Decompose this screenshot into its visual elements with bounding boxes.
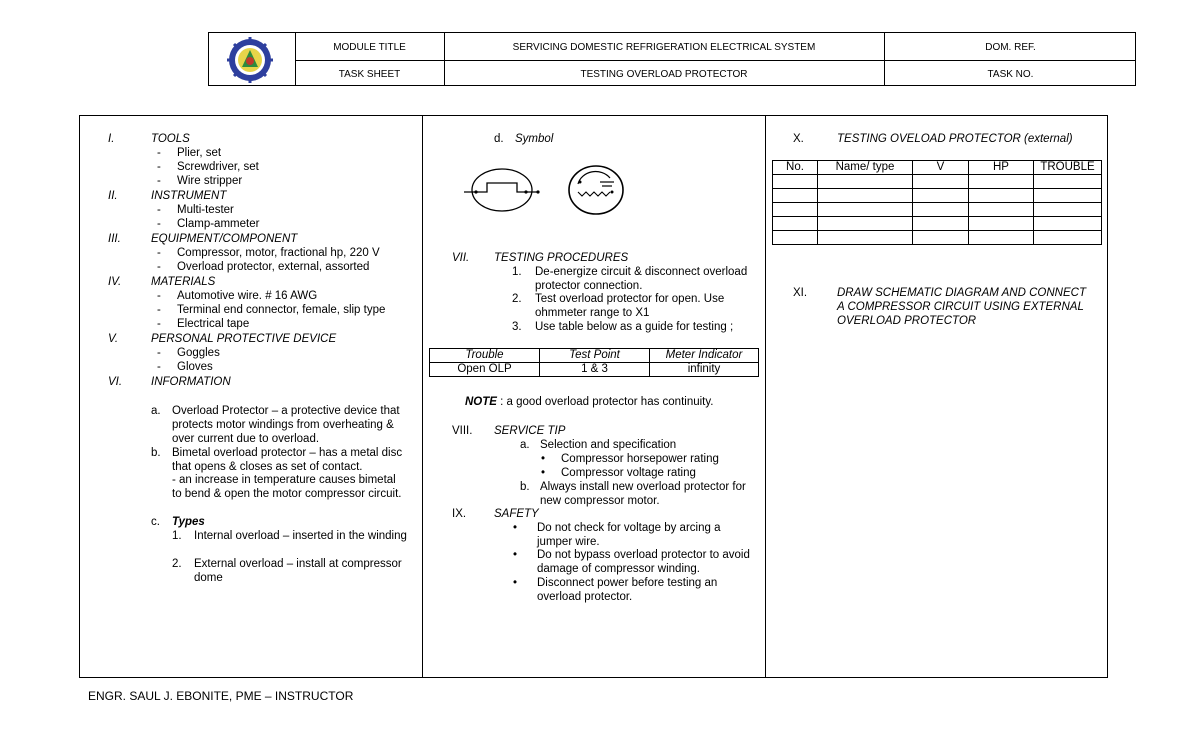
s7-num: VII. — [452, 252, 470, 264]
test-table-cell: infinity — [650, 363, 759, 377]
types-title: Types — [172, 516, 205, 528]
safety-line: jumper wire. — [537, 536, 600, 548]
info-b-line: to bend & open the motor compressor circuit. — [172, 488, 402, 500]
overload-symbol-icon — [462, 164, 542, 216]
tip-a: Selection and specification — [540, 439, 677, 451]
info-b-line: Bimetal overload protector – has a metal disc — [172, 447, 403, 459]
testing-table-header: TROUBLE — [1034, 161, 1102, 175]
procedure-line: Test overload protector for open. Use — [535, 293, 725, 305]
s5-num: V. — [108, 333, 119, 345]
test-table-cell: Open OLP — [430, 363, 540, 377]
note-text: : a good overload protector has continuity. — [496, 396, 714, 408]
s2-num: II. — [108, 190, 118, 202]
procedure-line: De-energize circuit & disconnect overload — [535, 266, 748, 278]
s2-title: INSTRUMENT — [151, 190, 227, 202]
module-title-label: MODULE TITLE — [333, 42, 406, 53]
testing-table — [772, 160, 1102, 245]
dom-ref: DOM. REF. — [985, 42, 1036, 53]
safety-line: Do not check for voltage by arcing a — [537, 522, 721, 534]
info-a-line: protects motor windings from overheating & — [172, 419, 394, 431]
tip-bullet: Compressor horsepower rating — [561, 453, 719, 465]
s11-line: A COMPRESSOR CIRCUIT USING EXTERNAL — [837, 301, 1084, 313]
task-sheet-label: TASK SHEET — [338, 69, 401, 80]
testing-table-header: V — [913, 161, 969, 175]
module-title: SERVICING DOMESTIC REFRIGERATION ELECTRICAL SYSTEM — [512, 42, 816, 53]
info-b-line: that opens & closes as set of contact. — [172, 461, 363, 473]
tip-bullet: Compressor voltage rating — [561, 467, 696, 479]
list-item: Overload protector, external, assorted — [177, 261, 370, 273]
list-item: Plier, set — [177, 147, 222, 159]
testing-table-header: HP — [969, 161, 1034, 175]
testing-table-header: No. — [773, 161, 818, 175]
test-table-header: Test Point — [540, 349, 650, 363]
s1-num: I. — [108, 133, 115, 145]
test-table-header: Trouble — [430, 349, 540, 363]
s1-title: TOOLS — [151, 133, 190, 145]
list-item: Compressor, motor, fractional hp, 220 V — [177, 247, 380, 259]
safety-line: Disconnect power before testing an — [537, 577, 718, 589]
safety-line: Do not bypass overload protector to avoid — [537, 549, 750, 561]
procedure-line: protector connection. — [535, 280, 643, 292]
info-b-line: - an increase in temperature causes bimetal — [172, 474, 396, 486]
s8-title: SERVICE TIP — [494, 425, 566, 437]
list-item: Gloves — [177, 361, 213, 373]
list-item: Clamp-ammeter — [177, 218, 260, 230]
s4-num: IV. — [108, 276, 122, 288]
s3-title: EQUIPMENT/COMPONENT — [151, 233, 298, 245]
procedure-line: Use table below as a guide for testing ; — [535, 321, 734, 333]
type-line: External overload – install at compressor — [194, 558, 402, 570]
s11-line: OVERLOAD PROTECTOR — [837, 315, 977, 327]
table-row — [773, 231, 1102, 245]
symbol-title: Symbol — [515, 133, 554, 145]
safety-line: overload protector. — [537, 591, 633, 603]
safety-line: damage of compressor winding. — [537, 563, 700, 575]
task-no: TASK NO. — [987, 69, 1034, 80]
s11-num: XI. — [793, 287, 808, 299]
test-table — [429, 348, 759, 377]
list-item: Goggles — [177, 347, 220, 359]
internal-overload-symbol-icon — [566, 162, 626, 218]
type-line: dome — [194, 572, 223, 584]
footer-instructor: ENGR. SAUL J. EBONITE, PME – INSTRUCTOR — [88, 689, 354, 703]
test-table-header: Meter Indicator — [650, 349, 759, 363]
test-table-cell: 1 & 3 — [540, 363, 650, 377]
info-a-line: Overload Protector – a protective device that — [172, 405, 400, 417]
list-item: Multi-tester — [177, 204, 234, 216]
content-box: I. TOOLS - Plier, set - Screwdriver, set - Wire stripper II. INSTRUMENT - Multi-tester - Clamp-ammeter III. EQUIPMENT/COMPONENT - Compressor, motor, fractional hp, 220 V - Overload protector, external, assorted IV. MATERIALS - Automotive wire. # 16 AWG - Terminal end connector, female, slip type - Electrical tape V. PERSONAL PROTECTIVE DEVICE - Goggles - Gloves VI. INFORMATION a. Overload Protector – a protective device that protects motor windings from overheating & over current due to overload. b. Bimetal overload protector – has a metal disc that opens & closes as set of contact. - an increase in temperature causes bimetal to bend & open the motor compressor circuit. c. Types 1. Internal overload – inserted in the winding 2. External overload – install at compressor dome d. Symbol VII. TESTING PROCEDURES 1. De-energize circuit & disconnect overload protector connection. 2. Test overload protector for open. Use ohmmeter range to X1 3. Use table below as a guide for testing ; Trouble Test Point Meter Indicator Open OLP 1 & 3 infinity NOTE : a good overload protector has continuity. VIII. SERVICE TIP a. Selection and specification • Compressor horsepower rating • Compressor voltage rating b. Always install new overload protector for new compressor motor. IX. SAFETY • Do not check for voltage by arcing a jumper wire. • Do not bypass overload protector to avoid damage of compressor winding. • Disconnect power before testing an overload protector. X. TESTING OVELOAD PROTECTOR (external) No. Name/ type V HP TROUBLE XI. DRAW SCHEMATIC DIAGRAM AND CONNECT A COMPRESSOR CIRCUIT USING EXTERNAL OVERLOAD PROTECTOR — [79, 115, 1108, 678]
testing-table-header: Name/ type — [818, 161, 913, 175]
s11-line: DRAW SCHEMATIC DIAGRAM AND CONNECT — [837, 287, 1086, 299]
procedure-line: ohmmeter range to X1 — [535, 307, 650, 319]
task-title: TESTING OVERLOAD PROTECTOR — [580, 69, 748, 80]
table-row — [773, 189, 1102, 203]
s9-title: SAFETY — [494, 508, 539, 520]
tip-b-line: new compressor motor. — [540, 495, 660, 507]
list-item: Electrical tape — [177, 318, 250, 330]
note-label: NOTE — [465, 396, 497, 408]
list-item: Terminal end connector, female, slip type — [177, 304, 386, 316]
info-a-line: over current due to overload. — [172, 433, 320, 445]
table-row — [773, 175, 1102, 189]
s8-num: VIII. — [452, 425, 473, 437]
list-item: Automotive wire. # 16 AWG — [177, 290, 318, 302]
s3-num: III. — [108, 233, 121, 245]
header-table — [208, 32, 1136, 86]
type-line: Internal overload – inserted in the winding — [194, 530, 407, 542]
school-logo-icon — [225, 37, 275, 83]
table-row — [773, 217, 1102, 231]
tip-b-line: Always install new overload protector for — [540, 481, 746, 493]
s9-num: IX. — [452, 508, 467, 520]
s6-num: VI. — [108, 376, 123, 388]
s4-title: MATERIALS — [151, 276, 216, 288]
s10-title: TESTING OVELOAD PROTECTOR (external) — [837, 133, 1073, 145]
s10-num: X. — [793, 133, 804, 145]
s6-title: INFORMATION — [151, 376, 231, 388]
list-item: Wire stripper — [177, 175, 243, 187]
s7-title: TESTING PROCEDURES — [494, 252, 629, 264]
note — [465, 396, 713, 410]
list-item: Screwdriver, set — [177, 161, 259, 173]
table-row — [773, 203, 1102, 217]
s5-title: PERSONAL PROTECTIVE DEVICE — [151, 333, 337, 345]
